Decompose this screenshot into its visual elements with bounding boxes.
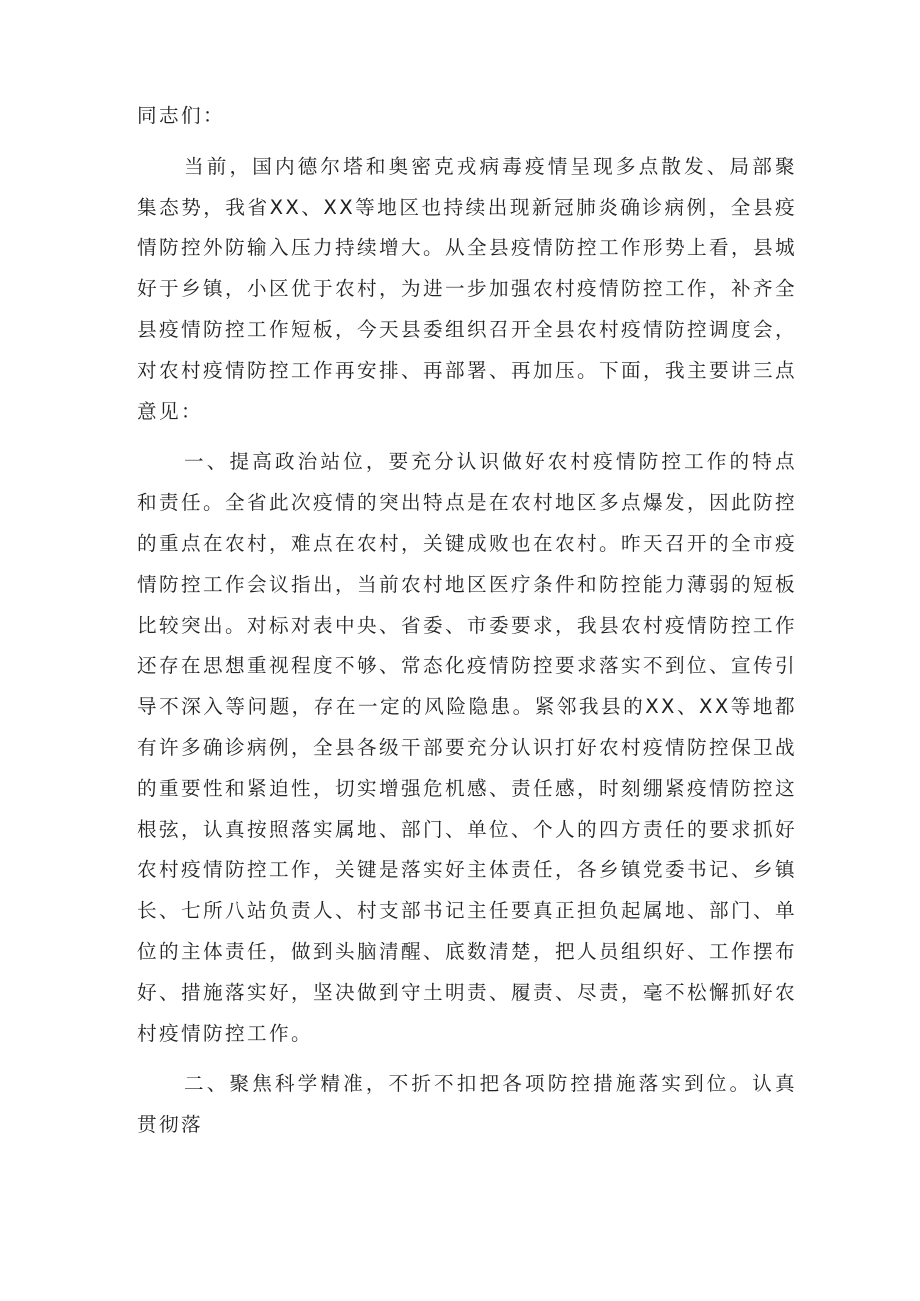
paragraph-point-two: 二、聚焦科学精准，不折不扣把各项防控措施落实到位。认真贯彻落 <box>137 1072 797 1137</box>
document-body <box>137 96 797 1146</box>
paragraph-point-one: 一、提高政治站位，要充分认识做好农村疫情防控工作的特点和责任。全省此次疫情的突出特点是在农村地区多点爆发，因此防控的重点在农村，难点在农村，关键成败也在农村。昨天召开的全市疫情防控工作会议指出，当前农村地区医疗条件和防控能力薄弱的短板比较突出。对标对表中央、省委、市委要求，我县农村疫情防控工作还存在思想重视程度不够、常态化疫情防控要求落实不到位、宣传引导不深入等问题，存在一定的风险隐患。紧邻我县的XX、XX等地都有许多确诊病例，全县各级干部要充分认识打好农村疫情防控保卫战的重要性和紧迫性，切实增强危机感、责任感，时刻绷紧疫情防控这根弦，认真按照落实属地、部门、单位、个人的四方责任的要求抓好农村疫情防控工作，关键是落实好主体责任，各乡镇党委书记、乡镇长、七所八站负责人、村支部书记主任要真正担负起属地、部门、单位的主体责任，做到头脑清醒、底数清楚，把人员组织好、工作摆布好、措施落实好，坚决做到守土明责、履责、尽责，毫不松懈抓好农村疫情防控工作。 <box>137 450 797 1045</box>
salutation: 同志们： <box>137 104 225 127</box>
paragraph-intro: 当前，国内德尔塔和奥密克戎病毒疫情呈现多点散发、局部聚集态势，我省XX、XX等地区也持续出现新冠肺炎确诊病例，全县疫情防控外防输入压力持续增大。从全县疫情防控工作形势上看，县城好于乡镇，小区优于农村，为进一步加强农村疫情防控工作，补齐全县疫情防控工作短板，今天县委组织召开全县农村疫情防控调度会，对农村疫情防控工作再安排、再部署、再加压。下面，我主要讲三点意见： <box>137 154 797 423</box>
